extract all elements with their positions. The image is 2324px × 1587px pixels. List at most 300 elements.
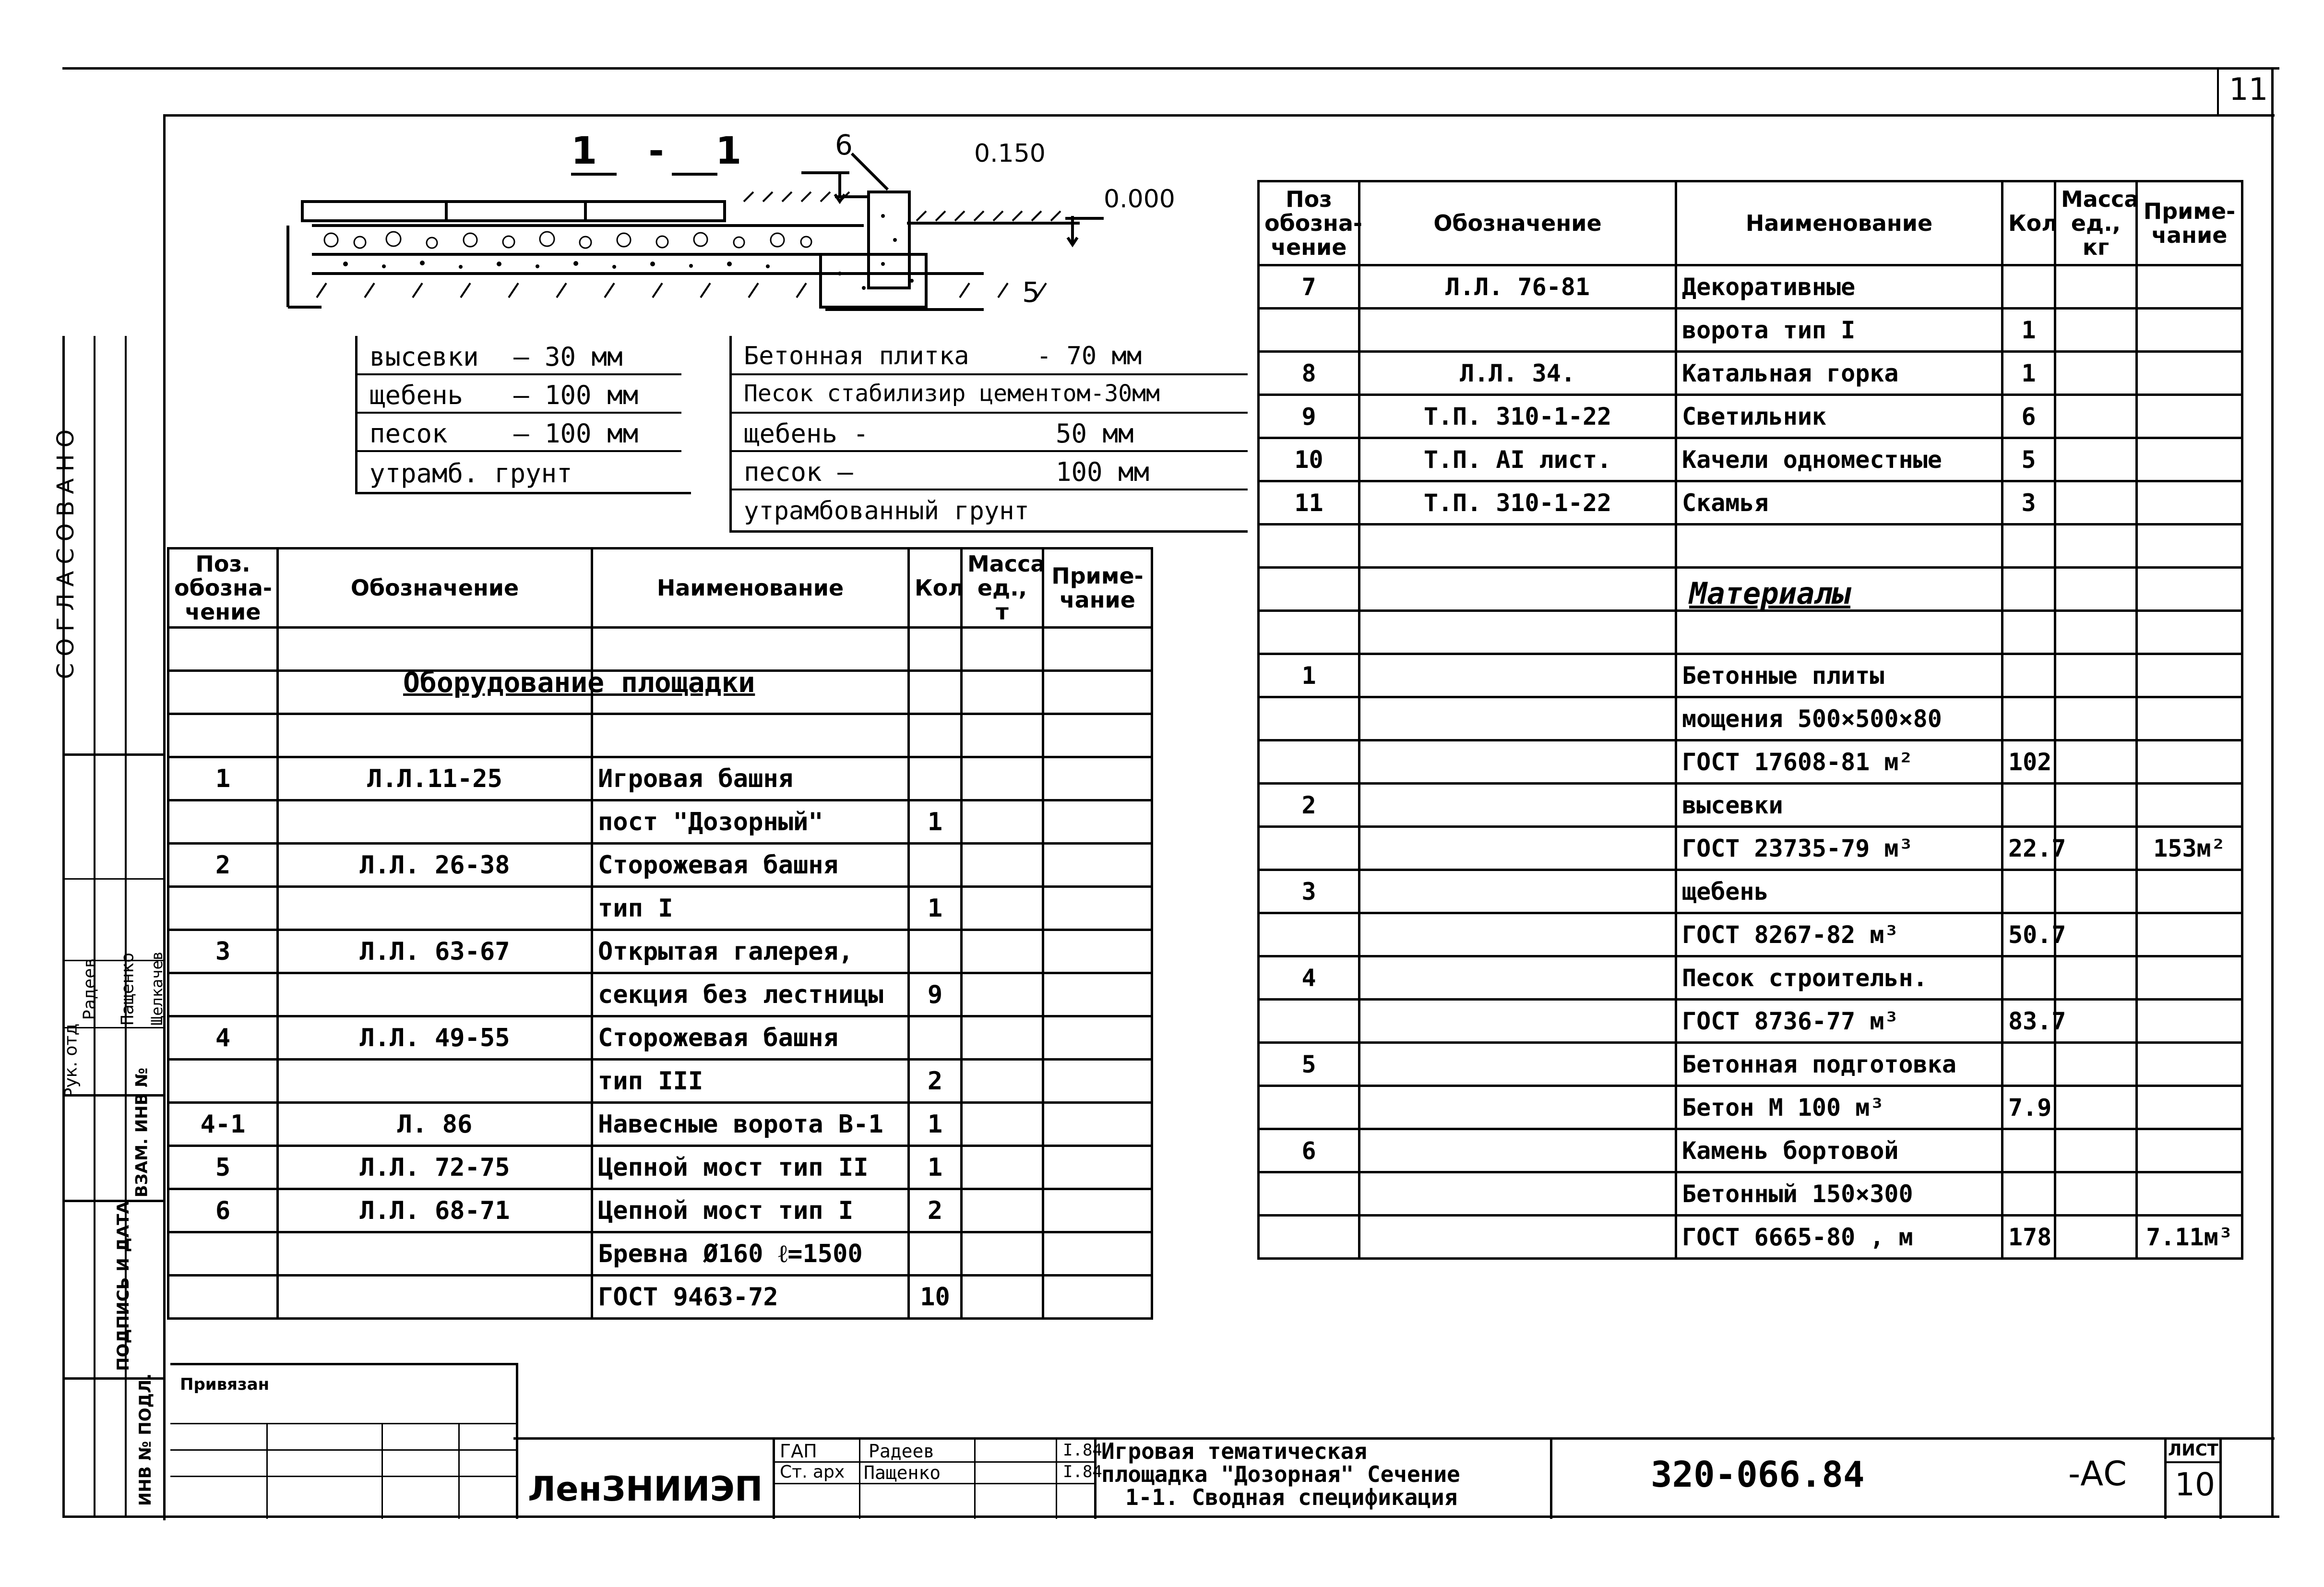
table-row bbox=[1259, 265, 2242, 309]
col-header-designation: Обозначение bbox=[1359, 181, 1676, 265]
cell-name: Скамья bbox=[1676, 481, 2002, 525]
cell-qty: 1 bbox=[2002, 352, 2055, 395]
cell-name: ГОСТ 17608-81 м² bbox=[1676, 740, 2002, 784]
table-row bbox=[168, 844, 1152, 887]
cell-designation: Л.Л. 76-81 bbox=[1359, 265, 1676, 309]
cell-mass bbox=[2055, 827, 2137, 870]
cell-mass bbox=[2055, 870, 2137, 913]
cell-qty: 3 bbox=[2002, 481, 2055, 525]
cell-mass bbox=[962, 1103, 1043, 1146]
cell-mass bbox=[962, 973, 1043, 1016]
cell-note bbox=[1043, 930, 1152, 973]
cell-pos bbox=[1259, 309, 1359, 352]
cell-note bbox=[1043, 714, 1152, 757]
sheet-frame-left bbox=[163, 114, 166, 1520]
cell-pos: 4-1 bbox=[168, 1103, 278, 1146]
cell-pos bbox=[1259, 1000, 1359, 1043]
sheet-description-3: 1-1. Сводная спецификация bbox=[1125, 1484, 1458, 1510]
cell-qty bbox=[2002, 1043, 2055, 1086]
cell-qty bbox=[909, 844, 962, 887]
role-gap-name: Радеев bbox=[869, 1441, 935, 1462]
col-header-note: Приме-чание bbox=[2137, 181, 2242, 265]
cell-pos: 11 bbox=[1259, 481, 1359, 525]
cell-pos bbox=[1259, 827, 1359, 870]
cell-name bbox=[592, 714, 909, 757]
signoff-name-3: Щелкачев bbox=[148, 951, 167, 1026]
cell-designation: Л.Л.11-25 bbox=[278, 757, 592, 800]
table-row bbox=[1259, 1129, 2242, 1172]
cell-name: Сторожевая башня bbox=[592, 844, 909, 887]
cell-qty: 10 bbox=[909, 1276, 962, 1319]
title-block bbox=[513, 1437, 2275, 1519]
cell-pos: 3 bbox=[1259, 870, 1359, 913]
cell-pos bbox=[168, 1276, 278, 1319]
cell-qty: 50.7 bbox=[2002, 913, 2055, 956]
right-layer-name: Бетонная плитка bbox=[744, 342, 969, 370]
cell-qty bbox=[2002, 784, 2055, 827]
cell-mass bbox=[962, 800, 1043, 844]
cell-designation bbox=[278, 1276, 592, 1319]
cell-pos bbox=[168, 628, 278, 671]
level-top: 0.150 bbox=[974, 139, 1046, 168]
left-layer-name: щебень bbox=[369, 380, 464, 410]
col-header-qty: Кол bbox=[909, 549, 962, 628]
cell-qty: 1 bbox=[909, 887, 962, 930]
cell-name: пост "Дозорный" bbox=[592, 800, 909, 844]
cell-qty bbox=[909, 1232, 962, 1276]
cell-pos: 1 bbox=[1259, 654, 1359, 697]
cell-note bbox=[1043, 1189, 1152, 1232]
cell-pos bbox=[168, 671, 278, 714]
cell-name: ГОСТ 6665-80 , м bbox=[1676, 1216, 2002, 1259]
cell-designation bbox=[1359, 870, 1676, 913]
cell-pos bbox=[1259, 697, 1359, 740]
left-layer-value: — 100 мм bbox=[513, 418, 639, 449]
cell-qty: 5 bbox=[2002, 438, 2055, 481]
cell-name: Игровая башня bbox=[592, 757, 909, 800]
cell-qty: 2 bbox=[909, 1060, 962, 1103]
cell-note bbox=[2137, 1086, 2242, 1129]
cell-designation bbox=[1359, 1129, 1676, 1172]
cell-pos: 5 bbox=[1259, 1043, 1359, 1086]
cell-name: ворота тип I bbox=[1676, 309, 2002, 352]
cell-pos: 2 bbox=[168, 844, 278, 887]
sheet-corner-number: 11 bbox=[2229, 72, 2268, 107]
attached-label: Привязан bbox=[180, 1375, 270, 1394]
cell-mass bbox=[962, 671, 1043, 714]
table-row bbox=[1259, 352, 2242, 395]
cell-qty: 1 bbox=[909, 1103, 962, 1146]
cell-pos bbox=[1259, 568, 1359, 611]
role-arch-date: I.84 bbox=[1063, 1462, 1102, 1481]
cell-pos: 9 bbox=[1259, 395, 1359, 438]
cell-qty bbox=[2002, 265, 2055, 309]
cell-designation bbox=[278, 1232, 592, 1276]
cell-note bbox=[1043, 1016, 1152, 1060]
agreed-label: СОГЛАСОВАНО bbox=[52, 422, 80, 680]
cell-pos: 6 bbox=[1259, 1129, 1359, 1172]
cell-qty: 1 bbox=[909, 1146, 962, 1189]
right-layer-value: - 70 мм bbox=[1037, 342, 1142, 370]
cell-note bbox=[2137, 611, 2242, 654]
cell-qty bbox=[2002, 568, 2055, 611]
cell-note bbox=[2137, 525, 2242, 568]
col-header-mass: Масса ед., т bbox=[962, 549, 1043, 628]
cell-note bbox=[2137, 568, 2242, 611]
cell-mass bbox=[962, 1189, 1043, 1232]
table-row bbox=[168, 757, 1152, 800]
cell-designation: Л.Л. 63-67 bbox=[278, 930, 592, 973]
table-row bbox=[1259, 611, 2242, 654]
cell-designation: Л.Л. 68-71 bbox=[278, 1189, 592, 1232]
cell-note bbox=[2137, 870, 2242, 913]
col-header-name: Наименование bbox=[1676, 181, 2002, 265]
right-layer-value: 50 мм bbox=[1056, 418, 1134, 449]
cell-designation bbox=[278, 714, 592, 757]
signature-date-label: ПОДПИСЬ И ДАТА bbox=[113, 1201, 133, 1371]
cell-mass bbox=[2055, 481, 2137, 525]
cell-qty: 9 bbox=[909, 973, 962, 1016]
cell-mass bbox=[962, 930, 1043, 973]
cell-name: ГОСТ 9463-72 bbox=[592, 1276, 909, 1319]
cell-name: Бетон М 100 м³ bbox=[1676, 1086, 2002, 1129]
sheet-description-1: Игровая тематическая bbox=[1101, 1438, 1367, 1464]
cell-name: высевки bbox=[1676, 784, 2002, 827]
table-row bbox=[1259, 784, 2242, 827]
role-gap-date: I.84 bbox=[1063, 1441, 1102, 1460]
col-header-pos: Поз. обозна-чение bbox=[168, 549, 278, 628]
cell-qty: 7.9 bbox=[2002, 1086, 2055, 1129]
cell-qty bbox=[909, 1016, 962, 1060]
cell-name: Бетонный 150×300 bbox=[1676, 1172, 2002, 1216]
cell-name: ГОСТ 8736-77 м³ bbox=[1676, 1000, 2002, 1043]
table-row bbox=[1259, 309, 2242, 352]
cell-designation bbox=[278, 973, 592, 1016]
cell-name: Камень бортовой bbox=[1676, 1129, 2002, 1172]
cell-name: щебень bbox=[1676, 870, 2002, 913]
cell-name: Сторожевая башня bbox=[592, 1016, 909, 1060]
table-row bbox=[168, 1146, 1152, 1189]
cell-pos bbox=[1259, 525, 1359, 568]
cell-mass bbox=[2055, 568, 2137, 611]
col-header-qty: Кол bbox=[2002, 181, 2055, 265]
cell-note bbox=[2137, 1129, 2242, 1172]
sheet-description-2: площадка "Дозорная" Сечение bbox=[1101, 1461, 1460, 1487]
equipment-section-title: Оборудование площадки bbox=[403, 666, 755, 699]
cell-note bbox=[2137, 438, 2242, 481]
cell-mass bbox=[2055, 611, 2137, 654]
left-layer-value: — 30 мм bbox=[513, 342, 623, 372]
cell-mass bbox=[962, 1146, 1043, 1189]
cell-mass bbox=[962, 844, 1043, 887]
table-row bbox=[168, 930, 1152, 973]
cell-mass bbox=[2055, 740, 2137, 784]
cell-designation bbox=[278, 628, 592, 671]
cell-pos: 6 bbox=[168, 1189, 278, 1232]
left-layer-name: высевки bbox=[369, 342, 479, 372]
cell-mass bbox=[962, 1232, 1043, 1276]
cell-pos bbox=[1259, 611, 1359, 654]
table-row bbox=[168, 1103, 1152, 1146]
cell-note: 153м² bbox=[2137, 827, 2242, 870]
cell-mass bbox=[962, 714, 1043, 757]
cell-note bbox=[1043, 1232, 1152, 1276]
table-row bbox=[168, 1276, 1152, 1319]
cell-name: тип I bbox=[592, 887, 909, 930]
cell-qty: 178 bbox=[2002, 1216, 2055, 1259]
cell-mass bbox=[2055, 1172, 2137, 1216]
table-row bbox=[168, 800, 1152, 844]
cell-note bbox=[2137, 352, 2242, 395]
cell-note bbox=[2137, 654, 2242, 697]
cell-designation: Т.П. 310-1-22 bbox=[1359, 481, 1676, 525]
cell-name: Катальная горка bbox=[1676, 352, 2002, 395]
cell-pos: 10 bbox=[1259, 438, 1359, 481]
equipment-spec-rows bbox=[168, 628, 1152, 1319]
cell-designation: Т.П. AI лист. bbox=[1359, 438, 1676, 481]
cell-designation bbox=[1359, 611, 1676, 654]
left-layer-name: утрамб. грунт bbox=[369, 458, 572, 489]
cell-qty bbox=[909, 930, 962, 973]
cell-qty: 22.7 bbox=[2002, 827, 2055, 870]
table-row bbox=[1259, 481, 2242, 525]
cell-designation: Л. 86 bbox=[278, 1103, 592, 1146]
cell-designation: Л.Л. 26-38 bbox=[278, 844, 592, 887]
signoff-name-2: Пащенко bbox=[118, 952, 138, 1026]
cell-pos bbox=[1259, 1172, 1359, 1216]
cell-pos: 5 bbox=[168, 1146, 278, 1189]
cell-note bbox=[2137, 309, 2242, 352]
cell-qty bbox=[2002, 870, 2055, 913]
cell-mass bbox=[2055, 697, 2137, 740]
cell-name: Цепной мост тип I bbox=[592, 1189, 909, 1232]
cell-pos: 4 bbox=[1259, 956, 1359, 1000]
sheet-frame-top bbox=[163, 114, 2275, 117]
cell-mass bbox=[2055, 1086, 2137, 1129]
col-header-pos: Поз обозна-чение bbox=[1259, 181, 1359, 265]
cell-name: Бетонная подготовка bbox=[1676, 1043, 2002, 1086]
cell-designation bbox=[1359, 784, 1676, 827]
cell-pos bbox=[1259, 740, 1359, 784]
cell-note bbox=[2137, 1000, 2242, 1043]
cell-designation bbox=[278, 887, 592, 930]
cell-designation: Л.Л. 49-55 bbox=[278, 1016, 592, 1060]
cell-designation: Л.Л. 34. bbox=[1359, 352, 1676, 395]
table-row bbox=[168, 1016, 1152, 1060]
cell-designation bbox=[1359, 913, 1676, 956]
cell-note bbox=[1043, 844, 1152, 887]
cell-note bbox=[1043, 1060, 1152, 1103]
left-layers-legend bbox=[355, 336, 691, 499]
cell-mass bbox=[962, 628, 1043, 671]
cell-qty bbox=[909, 628, 962, 671]
cell-mass bbox=[2055, 1043, 2137, 1086]
role-gap: ГАП bbox=[780, 1441, 817, 1462]
cell-pos: 8 bbox=[1259, 352, 1359, 395]
table-row bbox=[1259, 395, 2242, 438]
cell-qty bbox=[2002, 956, 2055, 1000]
sheet-number: 10 bbox=[2175, 1466, 2215, 1503]
cell-mass bbox=[2055, 309, 2137, 352]
cell-designation: Л.Л. 72-75 bbox=[278, 1146, 592, 1189]
table-row bbox=[168, 1189, 1152, 1232]
cell-note bbox=[1043, 628, 1152, 671]
right-layer-name: Песок стабилизир цементом-30мм bbox=[744, 380, 1160, 407]
cell-pos bbox=[168, 800, 278, 844]
col-header-name: Наименование bbox=[592, 549, 909, 628]
cell-mass bbox=[2055, 1216, 2137, 1259]
cell-note bbox=[2137, 784, 2242, 827]
cell-designation bbox=[1359, 309, 1676, 352]
cell-note bbox=[1043, 887, 1152, 930]
cell-mass bbox=[2055, 438, 2137, 481]
col-header-designation: Обозначение bbox=[278, 549, 592, 628]
cell-name: ГОСТ 23735-79 м³ bbox=[1676, 827, 2002, 870]
cell-mass bbox=[2055, 913, 2137, 956]
cell-designation bbox=[1359, 1216, 1676, 1259]
table-row bbox=[1259, 956, 2242, 1000]
cell-qty bbox=[2002, 654, 2055, 697]
table-row bbox=[1259, 697, 2242, 740]
cell-name: Бревна Ø160 ℓ=1500 bbox=[592, 1232, 909, 1276]
equipment-spec-table bbox=[167, 547, 1153, 1320]
drawing-suffix: -АС bbox=[2068, 1454, 2127, 1493]
cell-designation bbox=[1359, 956, 1676, 1000]
materials-title: Материалы bbox=[1689, 576, 1850, 611]
cell-designation bbox=[1359, 1043, 1676, 1086]
table-row bbox=[1259, 870, 2242, 913]
cell-name bbox=[1676, 525, 2002, 568]
role-arch-name: Пащенко bbox=[864, 1462, 941, 1483]
table-row bbox=[1259, 654, 2242, 697]
cell-designation bbox=[1359, 697, 1676, 740]
cell-note bbox=[1043, 671, 1152, 714]
cell-pos bbox=[168, 714, 278, 757]
cell-qty: 102 bbox=[2002, 740, 2055, 784]
drawing-code: 320-066.84 bbox=[1651, 1454, 1865, 1495]
cell-mass bbox=[2055, 265, 2137, 309]
cell-qty bbox=[2002, 611, 2055, 654]
table-row bbox=[168, 714, 1152, 757]
cell-designation bbox=[1359, 568, 1676, 611]
cell-pos: 2 bbox=[1259, 784, 1359, 827]
cell-qty bbox=[909, 671, 962, 714]
cell-pos: 7 bbox=[1259, 265, 1359, 309]
cell-note bbox=[1043, 757, 1152, 800]
cell-note bbox=[1043, 1103, 1152, 1146]
cell-note bbox=[2137, 265, 2242, 309]
cell-designation bbox=[1359, 1000, 1676, 1043]
cell-mass bbox=[962, 1276, 1043, 1319]
cell-name bbox=[592, 628, 909, 671]
left-margin bbox=[52, 336, 167, 1516]
table-row bbox=[1259, 1043, 2242, 1086]
cell-designation: Т.П. 310-1-22 bbox=[1359, 395, 1676, 438]
table-row bbox=[168, 887, 1152, 930]
cell-mass bbox=[2055, 1000, 2137, 1043]
signoff-name-1: Радеев bbox=[80, 957, 100, 1020]
cell-note bbox=[2137, 481, 2242, 525]
cell-note bbox=[2137, 1172, 2242, 1216]
cell-name: секция без лестницы bbox=[592, 973, 909, 1016]
cell-name: Светильник bbox=[1676, 395, 2002, 438]
table-row bbox=[1259, 1216, 2242, 1259]
table-row bbox=[1259, 1000, 2242, 1043]
right-layer-name: песок — bbox=[744, 457, 853, 487]
cell-note bbox=[1043, 1146, 1152, 1189]
cell-pos: 4 bbox=[168, 1016, 278, 1060]
cell-qty: 6 bbox=[2002, 395, 2055, 438]
attached-block bbox=[170, 1363, 518, 1519]
cell-name bbox=[1676, 611, 2002, 654]
right-layers-legend bbox=[729, 336, 1257, 537]
cell-note: 7.11м³ bbox=[2137, 1216, 2242, 1259]
cell-pos bbox=[168, 973, 278, 1016]
cell-name: ГОСТ 8267-82 м³ bbox=[1676, 913, 2002, 956]
cell-note bbox=[2137, 740, 2242, 784]
cell-designation bbox=[1359, 1086, 1676, 1129]
right-layer-name: щебень - bbox=[744, 418, 869, 449]
cell-mass bbox=[2055, 395, 2137, 438]
cell-mass bbox=[2055, 525, 2137, 568]
cell-name: Открытая галерея, bbox=[592, 930, 909, 973]
cell-qty bbox=[2002, 525, 2055, 568]
summary-spec-rows bbox=[1259, 265, 2242, 1259]
cell-pos bbox=[1259, 1216, 1359, 1259]
table-row bbox=[1259, 1172, 2242, 1216]
cell-mass bbox=[2055, 654, 2137, 697]
cell-designation bbox=[1359, 1172, 1676, 1216]
table-row bbox=[1259, 1086, 2242, 1129]
cell-name: Качели одноместные bbox=[1676, 438, 2002, 481]
cell-note bbox=[2137, 697, 2242, 740]
table-row bbox=[1259, 740, 2242, 784]
cell-qty: 83.7 bbox=[2002, 1000, 2055, 1043]
col-header-note: Приме-чание bbox=[1043, 549, 1152, 628]
cell-pos bbox=[1259, 913, 1359, 956]
left-layer-value: — 100 мм bbox=[513, 380, 639, 410]
cell-pos bbox=[168, 1232, 278, 1276]
cell-note bbox=[2137, 913, 2242, 956]
sheet-outer-top bbox=[62, 67, 2279, 70]
right-layer-name: утрамбованный грунт bbox=[744, 497, 1029, 525]
cell-qty bbox=[909, 757, 962, 800]
cell-qty: 1 bbox=[909, 800, 962, 844]
cell-pos: 1 bbox=[168, 757, 278, 800]
col-header-mass: Масса ед., кг bbox=[2055, 181, 2137, 265]
cell-pos bbox=[168, 887, 278, 930]
sheet-label: ЛИСТ bbox=[2168, 1441, 2218, 1460]
cell-note bbox=[1043, 800, 1152, 844]
cell-note bbox=[2137, 395, 2242, 438]
cell-qty bbox=[909, 714, 962, 757]
cell-name: тип III bbox=[592, 1060, 909, 1103]
cell-mass bbox=[2055, 352, 2137, 395]
table-row bbox=[168, 1060, 1152, 1103]
cell-designation bbox=[1359, 827, 1676, 870]
cell-name: Навесные ворота В-1 bbox=[592, 1103, 909, 1146]
sheet-frame-right bbox=[2271, 67, 2274, 1516]
signoff-role-1: Рук. отд bbox=[61, 1023, 81, 1098]
cell-designation bbox=[1359, 654, 1676, 697]
left-layer-name: песок bbox=[369, 418, 448, 449]
inv-orig-label: ИНВ № ПОДЛ. bbox=[136, 1373, 155, 1506]
cell-name: Декоративные bbox=[1676, 265, 2002, 309]
cell-pos bbox=[1259, 1086, 1359, 1129]
cell-mass bbox=[962, 1016, 1043, 1060]
cell-pos: 3 bbox=[168, 930, 278, 973]
table-row bbox=[168, 973, 1152, 1016]
